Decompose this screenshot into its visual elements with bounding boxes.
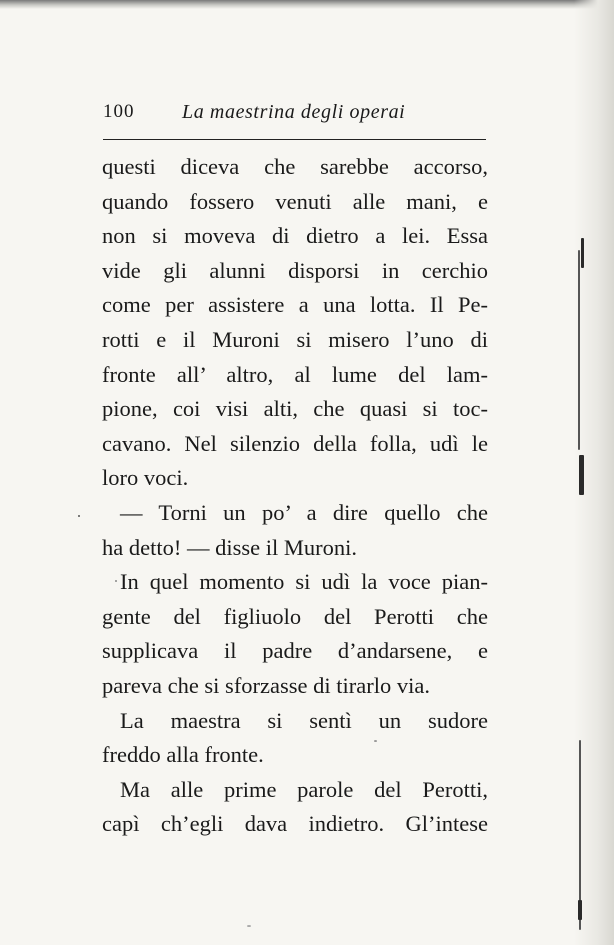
text-line: vide gli alunni disporsi in cerchio [102, 257, 488, 283]
text-line: gente del figliuolo del Perotti che [102, 603, 488, 629]
text-line: rotti e il Muroni si misero l’uno di [102, 326, 488, 352]
paper-speck [115, 580, 117, 582]
binding-mark [578, 900, 582, 920]
paper-speck [374, 740, 377, 742]
text-line: In quel momento si udì la voce pian- [120, 569, 488, 595]
body-text [102, 150, 488, 842]
page-number: 100 [103, 101, 135, 122]
text-line: freddo alla fronte. [102, 742, 264, 768]
text-line: Ma alle prime parole del Perotti, [120, 776, 488, 802]
text-line: questi diceva che sarebbe accorso, [102, 154, 488, 179]
text-line: loro voci. [102, 465, 189, 491]
text-line: quando fossero venuti alle mani, e [102, 188, 488, 214]
text-line: — Torni un po’ a dire quello che [120, 499, 488, 525]
text-line: ha detto! — disse il Muroni. [102, 534, 357, 560]
text-line: supplicava il padre d’andarsene, e [102, 638, 488, 664]
binding-mark [578, 250, 580, 450]
text-line: non si moveva di dietro a lei. Essa [102, 223, 488, 249]
text-line: La maestra si sentì un sudore [120, 707, 488, 733]
text-line: capì ch’egli dava indietro. Gl’intese [102, 811, 488, 837]
text-line: cavano. Nel silenzio della folla, udì le [102, 430, 488, 456]
text-line: come per assistere a una lotta. Il Pe- [102, 292, 488, 318]
binding-mark [581, 238, 584, 268]
running-header [103, 101, 488, 127]
paper-speck [78, 515, 80, 517]
binding-mark [579, 455, 584, 495]
text-line: pione, coi visi alti, che quasi si toc- [102, 396, 488, 422]
text-line: fronte all’ altro, al lume del lam- [102, 361, 488, 387]
page-top-shadow [0, 0, 614, 9]
running-title: La maestrina degli operai [182, 101, 406, 123]
paper-speck [247, 925, 251, 927]
text-line: pareva che si sforzasse di tirarlo via. [102, 672, 430, 698]
header-rule [103, 139, 486, 140]
